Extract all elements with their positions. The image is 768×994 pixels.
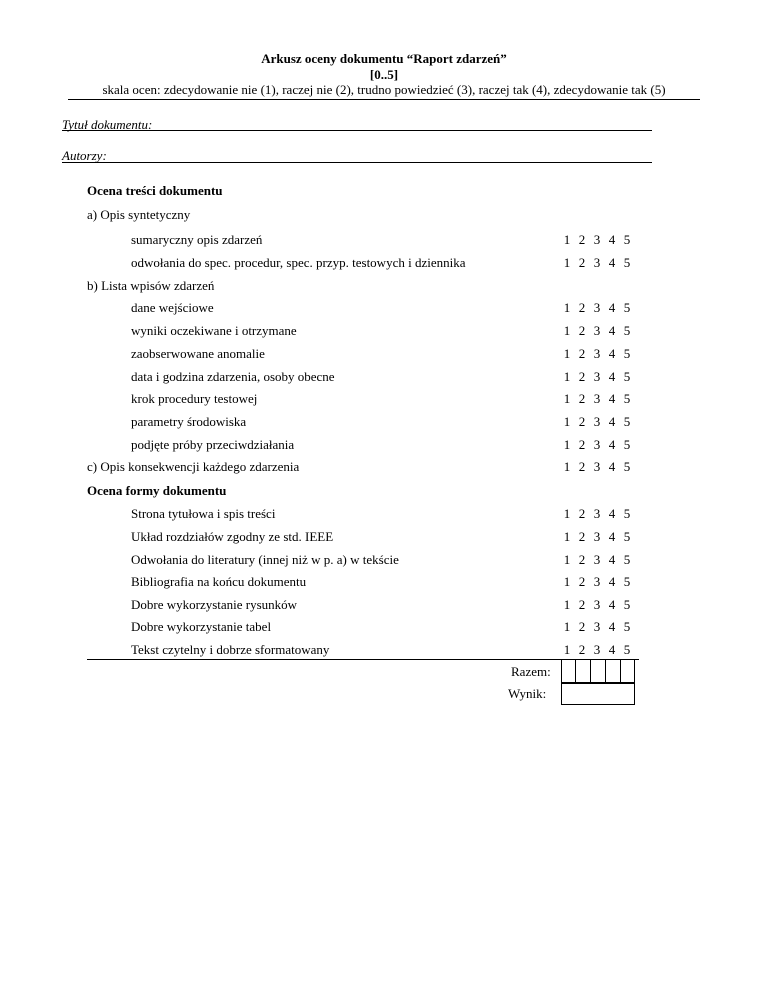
score-option[interactable]: 5 (623, 255, 631, 270)
score-option[interactable]: 2 (578, 437, 586, 452)
score-scale[interactable] (562, 597, 642, 613)
score-option[interactable]: 4 (608, 574, 616, 589)
score-option[interactable]: 5 (623, 574, 631, 589)
score-option[interactable]: 4 (608, 459, 616, 474)
score-option[interactable]: 3 (593, 414, 601, 429)
score-option[interactable]: 2 (578, 300, 586, 315)
score-option[interactable]: 3 (593, 459, 601, 474)
score-option[interactable]: 4 (608, 597, 616, 612)
sum-box[interactable] (561, 659, 635, 683)
result-label: Wynik: (508, 686, 547, 701)
score-option[interactable]: 3 (593, 574, 601, 589)
content-heading: Ocena treści dokumentu (87, 183, 223, 198)
score-option[interactable]: 4 (608, 369, 616, 384)
score-option[interactable]: 1 (563, 597, 571, 612)
criterion-label: Układ rozdziałów zgodny ze std. IEEE (131, 529, 334, 544)
criterion-label: Dobre wykorzystanie rysunków (131, 597, 298, 612)
criterion-label: data i godzina zdarzenia, osoby obecne (131, 369, 335, 384)
score-option[interactable]: 3 (593, 529, 601, 544)
score-option[interactable]: 2 (578, 391, 586, 406)
score-option[interactable]: 1 (563, 642, 571, 657)
score-scale[interactable] (562, 323, 642, 339)
score-scale[interactable] (562, 346, 642, 362)
score-option[interactable]: 2 (578, 459, 586, 474)
score-option[interactable]: 4 (608, 232, 616, 247)
score-option[interactable]: 5 (623, 346, 631, 361)
result-box[interactable] (561, 683, 635, 705)
document-title: Arkusz oceny dokumentu “Raport zdarzeń” (261, 51, 507, 66)
criterion-label: parametry środowiska (131, 414, 247, 429)
score-option[interactable]: 5 (623, 597, 631, 612)
score-scale[interactable] (562, 300, 642, 316)
subsection-c-heading: c) Opis konsekwencji każdego zdarzenia (87, 459, 300, 474)
score-option[interactable]: 4 (608, 506, 616, 521)
score-option[interactable]: 4 (608, 300, 616, 315)
score-option[interactable]: 5 (623, 529, 631, 544)
score-option[interactable]: 5 (623, 619, 631, 634)
score-option[interactable]: 1 (563, 619, 571, 634)
score-option[interactable]: 4 (608, 642, 616, 657)
score-option[interactable]: 4 (608, 255, 616, 270)
criterion-label: podjęte próby przeciwdziałania (131, 437, 295, 452)
score-option[interactable]: 1 (563, 459, 571, 474)
score-option[interactable]: 2 (578, 323, 586, 338)
criterion-label: dane wejściowe (131, 300, 214, 315)
score-scale[interactable] (562, 255, 642, 271)
score-option[interactable]: 2 (578, 619, 586, 634)
score-option[interactable]: 2 (578, 529, 586, 544)
score-scale[interactable] (562, 529, 642, 545)
sum-box-divider (575, 659, 576, 683)
score-scale[interactable] (562, 437, 642, 453)
criterion-label: Strona tytułowa i spis treści (131, 506, 276, 521)
score-option[interactable]: 5 (623, 369, 631, 384)
score-scale[interactable] (562, 552, 642, 568)
score-option[interactable]: 4 (608, 437, 616, 452)
score-option[interactable]: 1 (563, 232, 571, 247)
rating-scale-description: skala ocen: zdecydowanie nie (1), raczej nie (2), trudno powiedzieć (3), raczej tak (4), zdecydowanie tak (5) (102, 82, 666, 97)
score-option[interactable]: 2 (578, 574, 586, 589)
score-option[interactable]: 4 (608, 552, 616, 567)
criterion-label: krok procedury testowej (131, 391, 258, 406)
score-range: [0..5] (369, 67, 399, 82)
score-scale[interactable] (562, 459, 642, 475)
score-scale[interactable] (562, 619, 642, 635)
score-option[interactable]: 3 (593, 369, 601, 384)
score-option[interactable]: 3 (593, 255, 601, 270)
scale-underline (68, 99, 700, 100)
score-option[interactable]: 1 (563, 506, 571, 521)
subsection-a-heading: a) Opis syntetyczny (87, 207, 191, 222)
score-option[interactable]: 1 (563, 346, 571, 361)
score-option[interactable]: 3 (593, 619, 601, 634)
score-option[interactable]: 3 (593, 323, 601, 338)
score-option[interactable]: 4 (608, 529, 616, 544)
criterion-label: odwołania do spec. procedur, spec. przyp. testowych i dziennika (131, 255, 466, 270)
score-scale[interactable] (562, 391, 642, 407)
score-option[interactable]: 1 (563, 255, 571, 270)
score-option[interactable]: 2 (578, 346, 586, 361)
score-option[interactable]: 1 (563, 391, 571, 406)
sum-label: Razem: (511, 664, 551, 679)
score-option[interactable]: 3 (593, 391, 601, 406)
score-option[interactable]: 1 (563, 369, 571, 384)
score-option[interactable]: 1 (563, 574, 571, 589)
form-heading: Ocena formy dokumentu (87, 483, 227, 498)
criterion-label: Odwołania do literatury (innej niż w p. a) w tekście (131, 552, 399, 567)
criterion-label: Dobre wykorzystanie tabel (131, 619, 272, 634)
score-option[interactable]: 3 (593, 597, 601, 612)
score-option[interactable]: 1 (563, 437, 571, 452)
score-option[interactable]: 1 (563, 529, 571, 544)
score-option[interactable]: 5 (623, 300, 631, 315)
sum-box-divider (620, 659, 621, 683)
score-option[interactable]: 5 (623, 506, 631, 521)
subsection-b-heading: b) Lista wpisów zdarzeń (87, 278, 215, 293)
score-option[interactable]: 3 (593, 552, 601, 567)
sum-box-divider (590, 659, 591, 683)
score-option[interactable]: 4 (608, 391, 616, 406)
score-option[interactable]: 2 (578, 642, 586, 657)
score-option[interactable]: 2 (578, 369, 586, 384)
score-option[interactable]: 1 (563, 414, 571, 429)
score-option[interactable]: 5 (623, 323, 631, 338)
score-option[interactable]: 5 (623, 642, 631, 657)
criterion-label: zaobserwowane anomalie (131, 346, 265, 361)
score-option[interactable]: 5 (623, 232, 631, 247)
document-title-label: Tytuł dokumentu: (62, 117, 153, 132)
score-option[interactable]: 4 (608, 346, 616, 361)
score-option[interactable]: 3 (593, 232, 601, 247)
sum-box-divider (605, 659, 606, 683)
score-option[interactable]: 3 (593, 300, 601, 315)
score-option[interactable]: 5 (623, 391, 631, 406)
totals-divider (87, 659, 639, 660)
score-option[interactable]: 2 (578, 552, 586, 567)
score-option[interactable]: 3 (593, 642, 601, 657)
score-option[interactable]: 3 (593, 437, 601, 452)
score-option[interactable]: 5 (623, 437, 631, 452)
document-title-field[interactable] (62, 130, 652, 131)
score-scale[interactable] (562, 414, 642, 430)
score-option[interactable]: 2 (578, 597, 586, 612)
criterion-label: Tekst czytelny i dobrze sformatowany (131, 642, 330, 657)
score-option[interactable]: 1 (563, 300, 571, 315)
score-scale[interactable] (562, 574, 642, 590)
score-option[interactable]: 2 (578, 414, 586, 429)
score-option[interactable]: 5 (623, 459, 631, 474)
score-option[interactable]: 3 (593, 506, 601, 521)
score-scale[interactable] (562, 642, 642, 658)
score-option[interactable]: 1 (563, 552, 571, 567)
score-option[interactable]: 3 (593, 346, 601, 361)
score-option[interactable]: 2 (578, 232, 586, 247)
authors-field[interactable] (62, 162, 652, 163)
score-option[interactable]: 4 (608, 414, 616, 429)
score-option[interactable]: 2 (578, 255, 586, 270)
score-option[interactable]: 4 (608, 619, 616, 634)
score-option[interactable]: 4 (608, 323, 616, 338)
authors-label: Autorzy: (62, 148, 107, 163)
score-option[interactable]: 1 (563, 323, 571, 338)
score-option[interactable]: 2 (578, 506, 586, 521)
score-option[interactable]: 5 (623, 414, 631, 429)
criterion-label: Bibliografia na końcu dokumentu (131, 574, 307, 589)
criterion-label: sumaryczny opis zdarzeń (131, 232, 263, 247)
score-scale[interactable] (562, 232, 642, 248)
score-scale[interactable] (562, 506, 642, 522)
score-scale[interactable] (562, 369, 642, 385)
criterion-label: wyniki oczekiwane i otrzymane (131, 323, 297, 338)
score-option[interactable]: 5 (623, 552, 631, 567)
